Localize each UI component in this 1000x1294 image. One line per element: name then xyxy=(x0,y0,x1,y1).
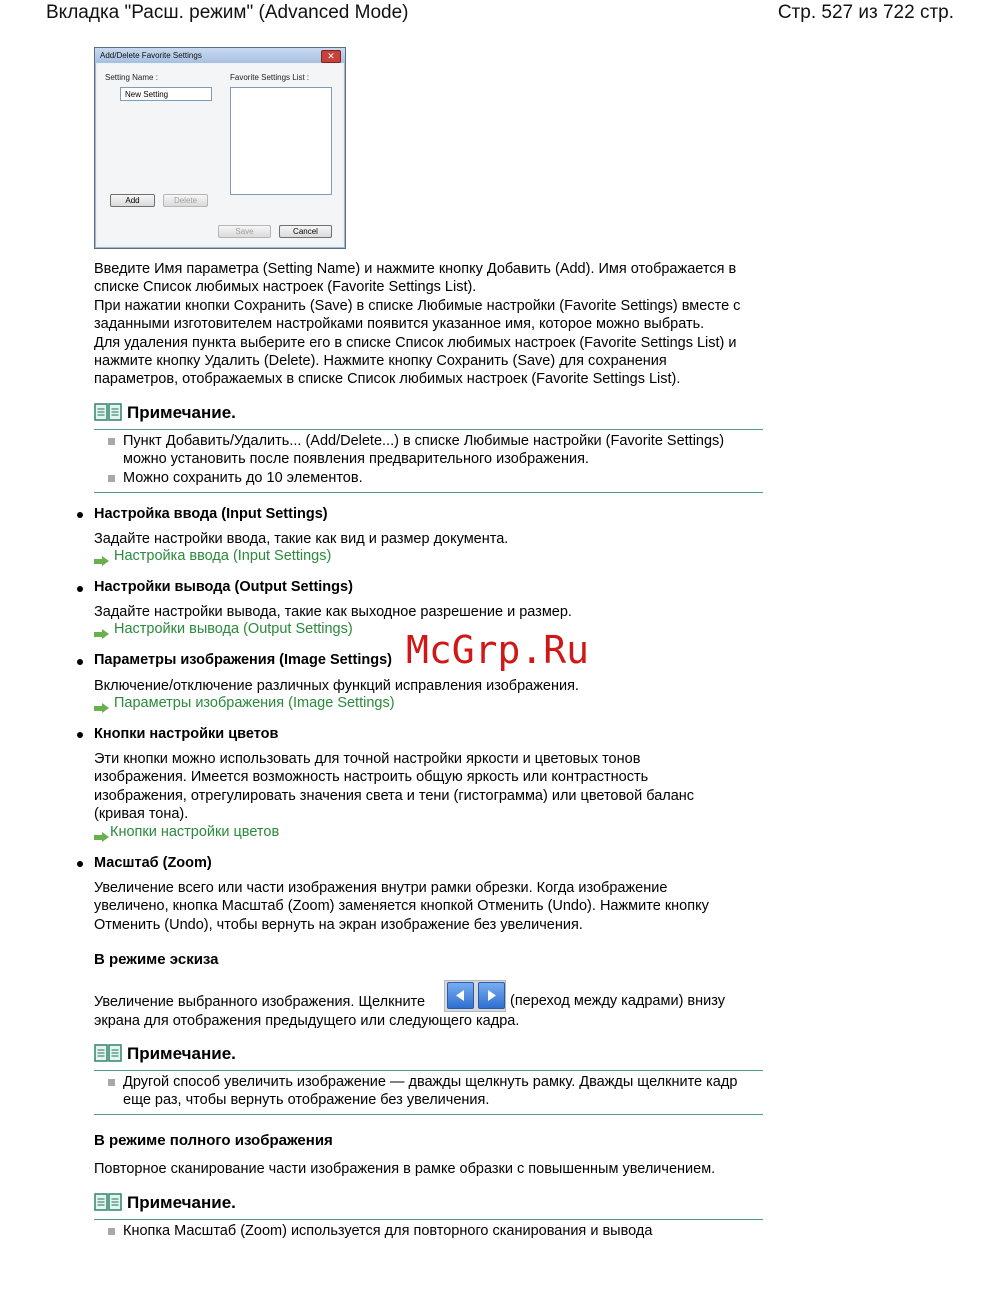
thumb-line1-pre: Увеличение выбранного изображения. Щелкните xyxy=(94,994,426,1010)
note-item-line: Можно сохранить до 10 элементов. xyxy=(123,470,363,486)
delete-button[interactable]: Delete xyxy=(163,194,208,207)
arrow-left-icon xyxy=(454,989,467,1002)
intro-line: Для удаления пункта выберите его в списке Список любимых настроек (Favorite Settings List) и xyxy=(94,334,737,351)
setting-name-label: Setting Name : xyxy=(105,73,158,82)
cancel-button[interactable]: Cancel xyxy=(279,225,332,238)
section-title: Настройки вывода (Output Settings) xyxy=(94,579,353,595)
section-desc xyxy=(94,879,774,934)
note-item xyxy=(108,1073,758,1110)
thumb-line2: экрана для отображения предыдущего или следующего кадра. xyxy=(94,1013,520,1029)
close-icon[interactable]: ✕ xyxy=(321,50,341,63)
note-item xyxy=(108,1222,758,1240)
intro-line: Введите Имя параметра (Setting Name) и нажмите кнопку Добавить (Add). Имя отображается в xyxy=(94,261,737,277)
thumb-line1-post: (переход между кадрами) внизу xyxy=(510,993,725,1009)
book-icon xyxy=(94,1192,122,1212)
dialog-title: Add/Delete Favorite Settings xyxy=(95,48,345,63)
link-text: Настройка ввода (Input Settings) xyxy=(114,548,332,564)
bullet-icon xyxy=(77,659,83,665)
section-title: Параметры изображения (Image Settings) xyxy=(94,652,392,668)
desc-line: Эти кнопки можно использовать для точной настройки яркости и цветовых тонов xyxy=(94,751,641,767)
section-title: Масштаб (Zoom) xyxy=(94,855,212,871)
desc-line: изображения. Имеется возможность настроить общую яркость или контрастность xyxy=(94,769,649,786)
section-title: Кнопки настройки цветов xyxy=(94,726,279,742)
book-icon xyxy=(94,1043,122,1063)
full-desc: Повторное сканирование части изображения в рамке образки с повышенным увеличением. xyxy=(94,1161,716,1177)
link-text: Параметры изображения (Image Settings) xyxy=(114,695,395,711)
favorite-settings-dialog xyxy=(94,47,346,249)
add-button[interactable]: Add xyxy=(110,194,155,207)
desc-line: (кривая тона). xyxy=(94,806,189,823)
note-item-line: еще раз, чтобы вернуть отображение без увеличения. xyxy=(123,1092,490,1109)
bullet-icon xyxy=(77,861,83,867)
header-page-counter: Стр. 527 из 722 стр. xyxy=(777,2,954,23)
section-desc xyxy=(94,750,774,824)
square-bullet-icon xyxy=(108,438,115,445)
intro-line: параметров, отображаемых в списке Список любимых настроек (Favorite Settings List). xyxy=(94,371,681,388)
note-item-line: Пункт Добавить/Удалить... (Add/Delete...) в списке Любимые настройки (Favorite Settings) xyxy=(123,433,725,449)
intro-line: списке Список любимых настроек (Favorite Settings List). xyxy=(94,279,477,296)
intro-line: нажмите кнопку Удалить (Delete). Нажмите кнопку Сохранить (Save) для сохранения xyxy=(94,353,667,370)
note-item-line: Кнопка Масштаб (Zoom) используется для повторного сканирования и вывода xyxy=(123,1223,653,1239)
header-section-title: Вкладка "Расш. режим" (Advanced Mode) xyxy=(46,2,409,23)
next-frame-button[interactable] xyxy=(478,982,505,1009)
note-item xyxy=(108,469,758,487)
section-title: Настройка ввода (Input Settings) xyxy=(94,506,328,522)
link-text: Настройки вывода (Output Settings) xyxy=(114,621,353,637)
square-bullet-icon xyxy=(108,1079,115,1086)
section-desc: Задайте настройки вывода, такие как выходное разрешение и размер. xyxy=(94,604,572,620)
note-title: Примечание. xyxy=(127,403,236,422)
note-title: Примечание. xyxy=(127,1044,236,1063)
arrow-right-icon xyxy=(94,695,114,705)
intro-line: заданными изготовителем настройками появится указанное имя, которое можно выбрать. xyxy=(94,316,705,333)
setting-name-input[interactable]: New Setting xyxy=(120,87,212,101)
desc-line: изображения, отрегулировать значения света и тени (гистограмма) или цветовой баланс xyxy=(94,787,695,804)
book-icon xyxy=(94,402,122,422)
bullet-icon xyxy=(77,732,83,738)
desc-line: Увеличение всего или части изображения внутри рамки обрезки. Когда изображение xyxy=(94,880,668,896)
note-header xyxy=(94,1040,763,1071)
note-header xyxy=(94,399,763,430)
dialog-body xyxy=(98,64,342,245)
prev-frame-button[interactable] xyxy=(447,982,474,1009)
intro-paragraph xyxy=(94,260,774,389)
note-divider xyxy=(94,492,763,493)
section-desc: Задайте настройки ввода, такие как вид и размер документа. xyxy=(94,531,509,547)
note-header xyxy=(94,1189,763,1220)
note-item-line: можно установить после появления предварительного изображения. xyxy=(123,451,589,468)
note-divider xyxy=(94,1114,763,1115)
output-settings-link[interactable] xyxy=(94,621,353,637)
square-bullet-icon xyxy=(108,1228,115,1235)
arrow-right-icon xyxy=(485,989,498,1002)
input-settings-link[interactable] xyxy=(94,548,331,564)
save-button[interactable]: Save xyxy=(218,225,271,238)
intro-line: При нажатии кнопки Сохранить (Save) в списке Любимые настройки (Favorite Settings) вместе с xyxy=(94,297,741,314)
favorite-list-label: Favorite Settings List : xyxy=(230,73,310,82)
desc-line: увеличено, кнопка Масштаб (Zoom) заменяется кнопкой Отменить (Undo). Нажмите кнопку xyxy=(94,898,709,915)
bullet-icon xyxy=(77,512,83,518)
arrow-right-icon xyxy=(94,621,114,631)
square-bullet-icon xyxy=(108,475,115,482)
note-item xyxy=(108,432,758,469)
arrow-right-icon xyxy=(94,824,110,834)
subsection-title: В режиме полного изображения xyxy=(94,1132,333,1149)
section-desc: Включение/отключение различных функций исправления изображения. xyxy=(94,678,579,694)
color-buttons-link[interactable] xyxy=(94,824,279,840)
arrow-right-icon xyxy=(94,548,114,558)
image-settings-link[interactable] xyxy=(94,695,395,711)
note-title: Примечание. xyxy=(127,1193,236,1212)
link-text: Кнопки настройки цветов xyxy=(110,824,280,840)
desc-line: Отменить (Undo), чтобы вернуть на экран изображение без увеличения. xyxy=(94,916,583,933)
note-item-line: Другой способ увеличить изображение — дважды щелкнуть рамку. Дважды щелкните кадр xyxy=(123,1074,738,1090)
watermark-logo: McGrp.Ru xyxy=(406,628,590,672)
bullet-icon xyxy=(77,586,83,592)
favorite-settings-list[interactable] xyxy=(230,87,332,195)
subsection-title: В режиме эскиза xyxy=(94,951,219,968)
